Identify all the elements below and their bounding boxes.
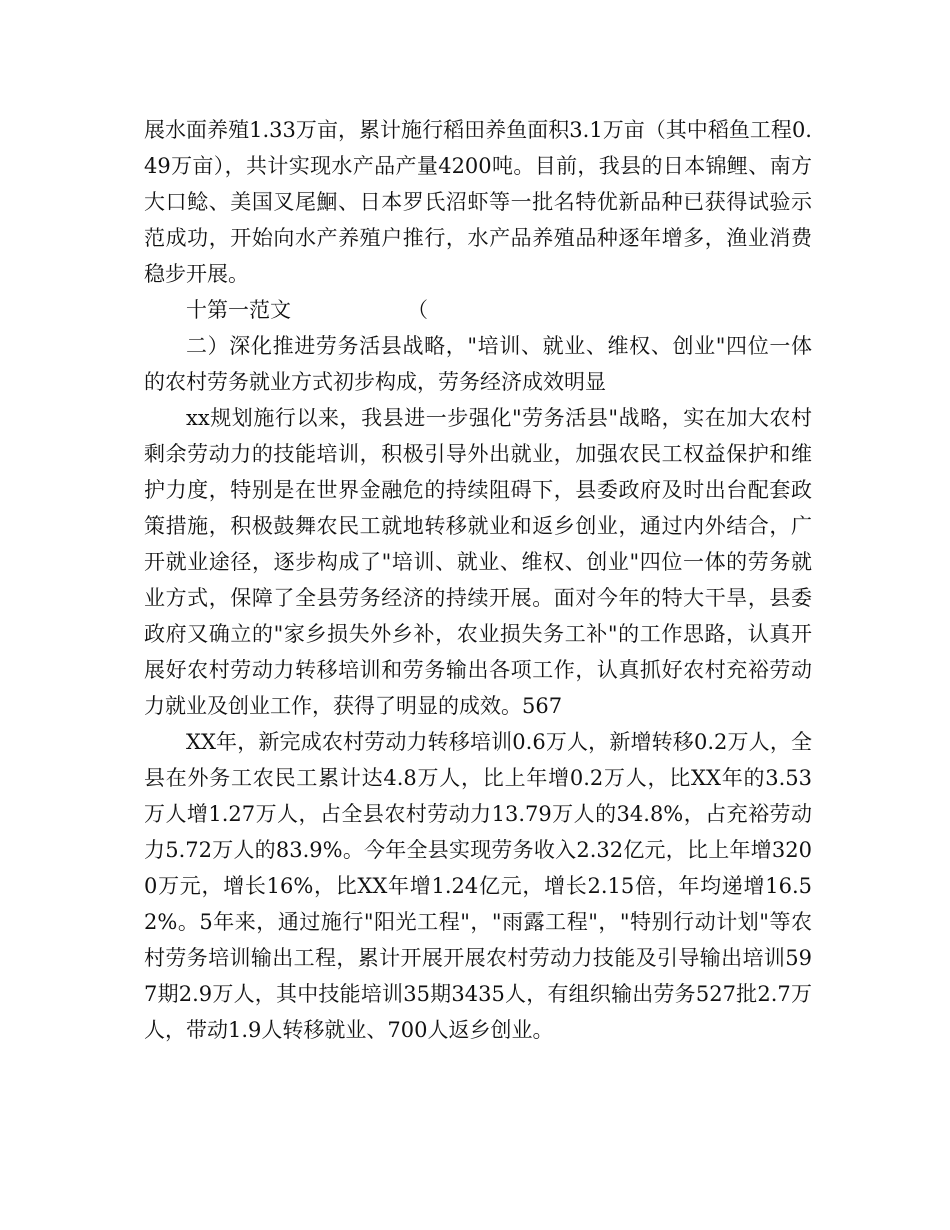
paragraph-aquaculture: 展水面养殖1.33万亩，累计施行稻田养鱼面积3.1万亩（其中稻鱼工程0.49万亩），共计实现水产品产量4200吨。目前，我县的日本锦鲤、南方大口鲶、美国叉尾鮰、日本罗氏沼虾等一批名特优新品种已获得试验示范成功，开始向水产养殖户推行，水产品养殖品种逐年增多，渔业消费稳步开展。 [144, 118, 812, 286]
section-marker-bracket: （ [407, 298, 428, 322]
paragraph-labor-statistics: XX年，新完成农村劳动力转移培训0.6万人，新增转移0.2万人，全县在外务工农民工累计达4.8万人，比上年增0.2万人，比XX年的3.53万人增1.27万人，占全县农村劳动力13.79万人的34.8%，占充裕劳动力5.72万人的83.9%。今年全县实现劳务收入2.32亿元，比上年增3200万元，增长16%，比XX年增1.24亿元，增长2.15倍，年均递增16.52%。5年来，通过施行"阳光工程"，"雨露工程"，"特别行动计划"等农村劳务培训输出工程，累计开展开展农村劳动力技能及引导输出培训597期2.9万人，其中技能培训35期3435人，有组织输出劳务527批2.7万人，带动1.9人转移就业、700人返乡创业。 [144, 730, 812, 1042]
section-heading-labor: 二）深化推进劳务活县战略，"培训、就业、维权、创业"四位一体的农村劳务就业方式初步构成，劳务经济成效明显 [144, 334, 812, 394]
paragraph-labor-strategy: xx规划施行以来，我县进一步强化"劳务活县"战略，实在加大农村剩余劳动力的技能培训，积极引导外出就业，加强农民工权益保护和维护力度，特别是在世界金融危的持续阻碍下，县委政府及时出台配套政策措施，积极鼓舞农民工就地转移就业和返乡创业，通过内外结合，广开就业途径，逐步构成了"培训、就业、维权、创业"四位一体的劳务就业方式，保障了全县劳务经济的持续开展。面对今年的特大干旱，县委政府又确立的"家乡损失外乡补，农业损失务工补"的工作思路，认真开展好农村劳动力转移培训和劳务输出各项工作，认真抓好农村充裕劳动力就业及创业工作，获得了明显的成效。567 [144, 406, 812, 718]
section-marker-text: 十第一范文 [186, 298, 291, 322]
document-page [144, 112, 812, 1048]
section-marker [144, 292, 812, 328]
